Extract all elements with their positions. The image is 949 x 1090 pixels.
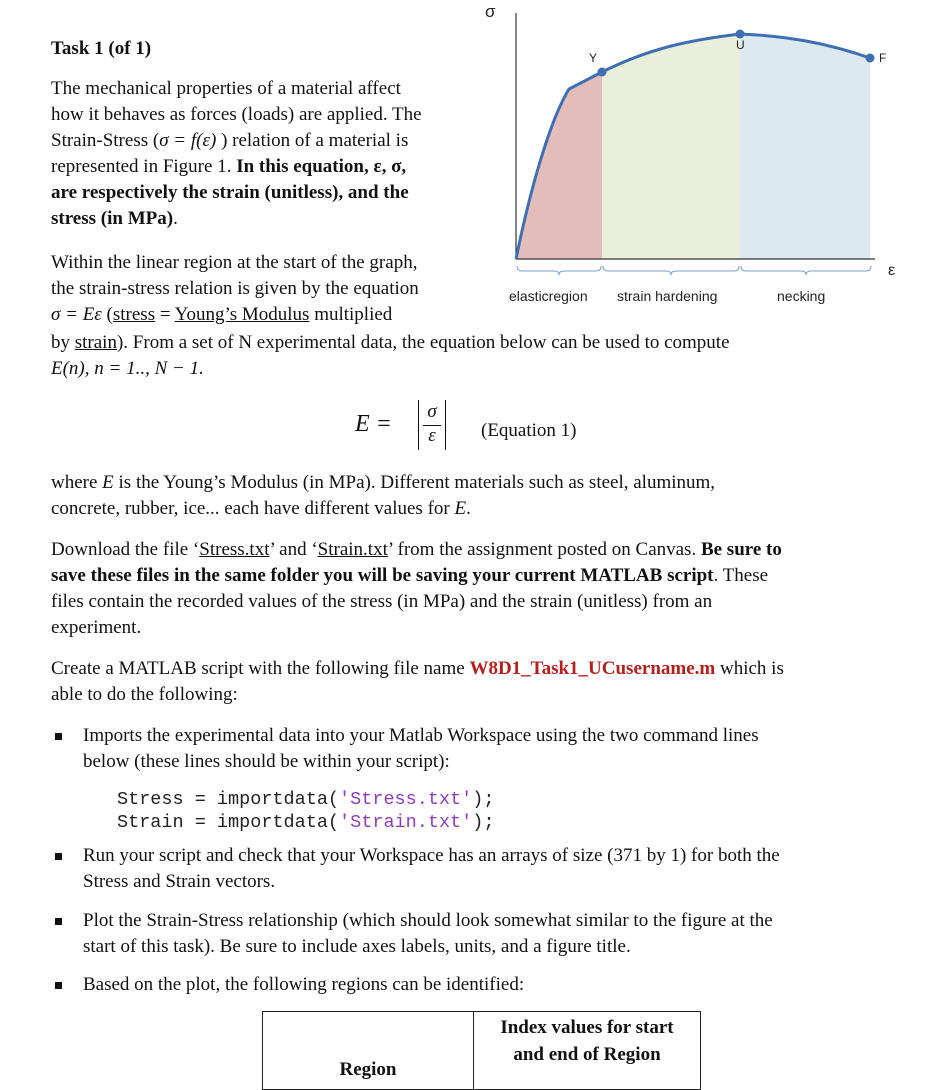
elastic-brace bbox=[517, 266, 601, 275]
elastic-region-label: elasticregion bbox=[509, 288, 588, 304]
download-line-1: Download the file ‘Stress.txt’ and ‘Strain.txt’ from the assignment posted on Canvas. Be sure to bbox=[51, 539, 782, 560]
fracture-point bbox=[866, 54, 875, 63]
bullet-marker bbox=[55, 853, 62, 860]
intro-line-3: Strain-Stress (σ = f(ε) ) relation of a material is bbox=[51, 130, 409, 151]
equation-numerator: σ bbox=[427, 401, 437, 422]
necking-region-fill bbox=[740, 34, 870, 259]
linear-line-5: E(n), n = 1.., N − 1. bbox=[51, 358, 204, 379]
linear-line-1: Within the linear region at the start of the graph, bbox=[51, 252, 418, 273]
region-table bbox=[262, 1011, 701, 1090]
script-filename: W8D1_Task1_UCusername.m bbox=[469, 658, 716, 679]
intro-line-2: how it behaves as forces (loads) are applied. The bbox=[51, 104, 422, 125]
intro-line-5: are respectively the strain (unitless), and the bbox=[51, 182, 409, 203]
download-line-2: save these files in the same folder you will be saving your current MATLAB script. These bbox=[51, 565, 769, 586]
point-f-label: F bbox=[879, 51, 887, 65]
yield-point bbox=[598, 68, 607, 77]
point-y-label: Y bbox=[589, 51, 598, 65]
equation-denominator: ε bbox=[428, 425, 436, 446]
necking-brace bbox=[741, 266, 871, 275]
intro-line-1: The mechanical properties of a material affect bbox=[51, 78, 401, 99]
download-line-4: experiment. bbox=[51, 617, 142, 638]
bullet-marker bbox=[55, 918, 62, 925]
create-line-1: Create a MATLAB script with the following file name W8D1_Task1_UCusername.m which is bbox=[51, 658, 784, 679]
code-line-stress: Stress = importdata('Stress.txt'); bbox=[117, 789, 495, 810]
strain-file-link[interactable]: Strain.txt bbox=[317, 539, 388, 560]
create-line-2: able to do the following: bbox=[51, 684, 238, 705]
bullet-1-line-1: Imports the experimental data into your Matlab Workspace using the two command lines bbox=[83, 725, 759, 746]
equation-lhs: E = bbox=[355, 411, 392, 437]
hardening-region-label: strain hardening bbox=[617, 288, 718, 304]
intro-line-6: stress (in MPa). bbox=[51, 208, 178, 229]
hardening-brace bbox=[603, 266, 739, 275]
where-line-2: concrete, rubber, ice... each have different values for E. bbox=[51, 498, 471, 519]
bullet-2-line-1: Run your script and check that your Workspace has an arrays of size (371 by 1) for both the bbox=[83, 845, 780, 866]
bullet-marker bbox=[55, 733, 62, 740]
table-header-index: Index values for start and end of Region bbox=[474, 1012, 701, 1090]
bullet-marker bbox=[55, 982, 62, 989]
stress-strain-figure bbox=[490, 0, 910, 320]
linear-line-2: the strain-stress relation is given by the equation bbox=[51, 278, 419, 299]
strain-hardening-region-fill bbox=[602, 34, 740, 259]
equation-label: (Equation 1) bbox=[481, 420, 577, 441]
bullet-4-line-1: Based on the plot, the following regions can be identified: bbox=[83, 974, 525, 995]
where-line-1: where E is the Young’s Modulus (in MPa). Different materials such as steel, aluminum, bbox=[51, 472, 716, 493]
bullet-1-line-2: below (these lines should be within your script): bbox=[83, 751, 450, 772]
bullet-2-line-2: Stress and Strain vectors. bbox=[83, 871, 276, 892]
equation-fraction bbox=[418, 400, 446, 450]
linear-line-4: by strain). From a set of N experimental data, the equation below can be used to compute bbox=[51, 332, 730, 353]
intro-line-4: represented in Figure 1. In this equation, ε, σ, bbox=[51, 156, 407, 177]
x-axis-label: ε bbox=[888, 262, 896, 279]
bullet-3-line-1: Plot the Strain-Stress relationship (which should look somewhat similar to the figure at the bbox=[83, 910, 773, 931]
download-line-3: files contain the recorded values of the stress (in MPa) and the strain (unitless) from an bbox=[51, 591, 713, 612]
stress-file-link[interactable]: Stress.txt bbox=[199, 539, 270, 560]
bullet-3-line-2: start of this task). Be sure to include axes labels, units, and a figure title. bbox=[83, 936, 631, 957]
elastic-region-fill bbox=[516, 72, 602, 259]
linear-line-3: σ = Eε (stress = Young’s Modulus multiplied bbox=[51, 304, 393, 325]
table-header-region: Region bbox=[263, 1012, 474, 1090]
point-u-label: U bbox=[736, 38, 745, 52]
code-line-strain: Strain = importdata('Strain.txt'); bbox=[117, 812, 495, 833]
task-title: Task 1 (of 1) bbox=[51, 38, 152, 59]
y-axis-label: σ bbox=[485, 2, 496, 21]
necking-region-label: necking bbox=[777, 288, 826, 304]
